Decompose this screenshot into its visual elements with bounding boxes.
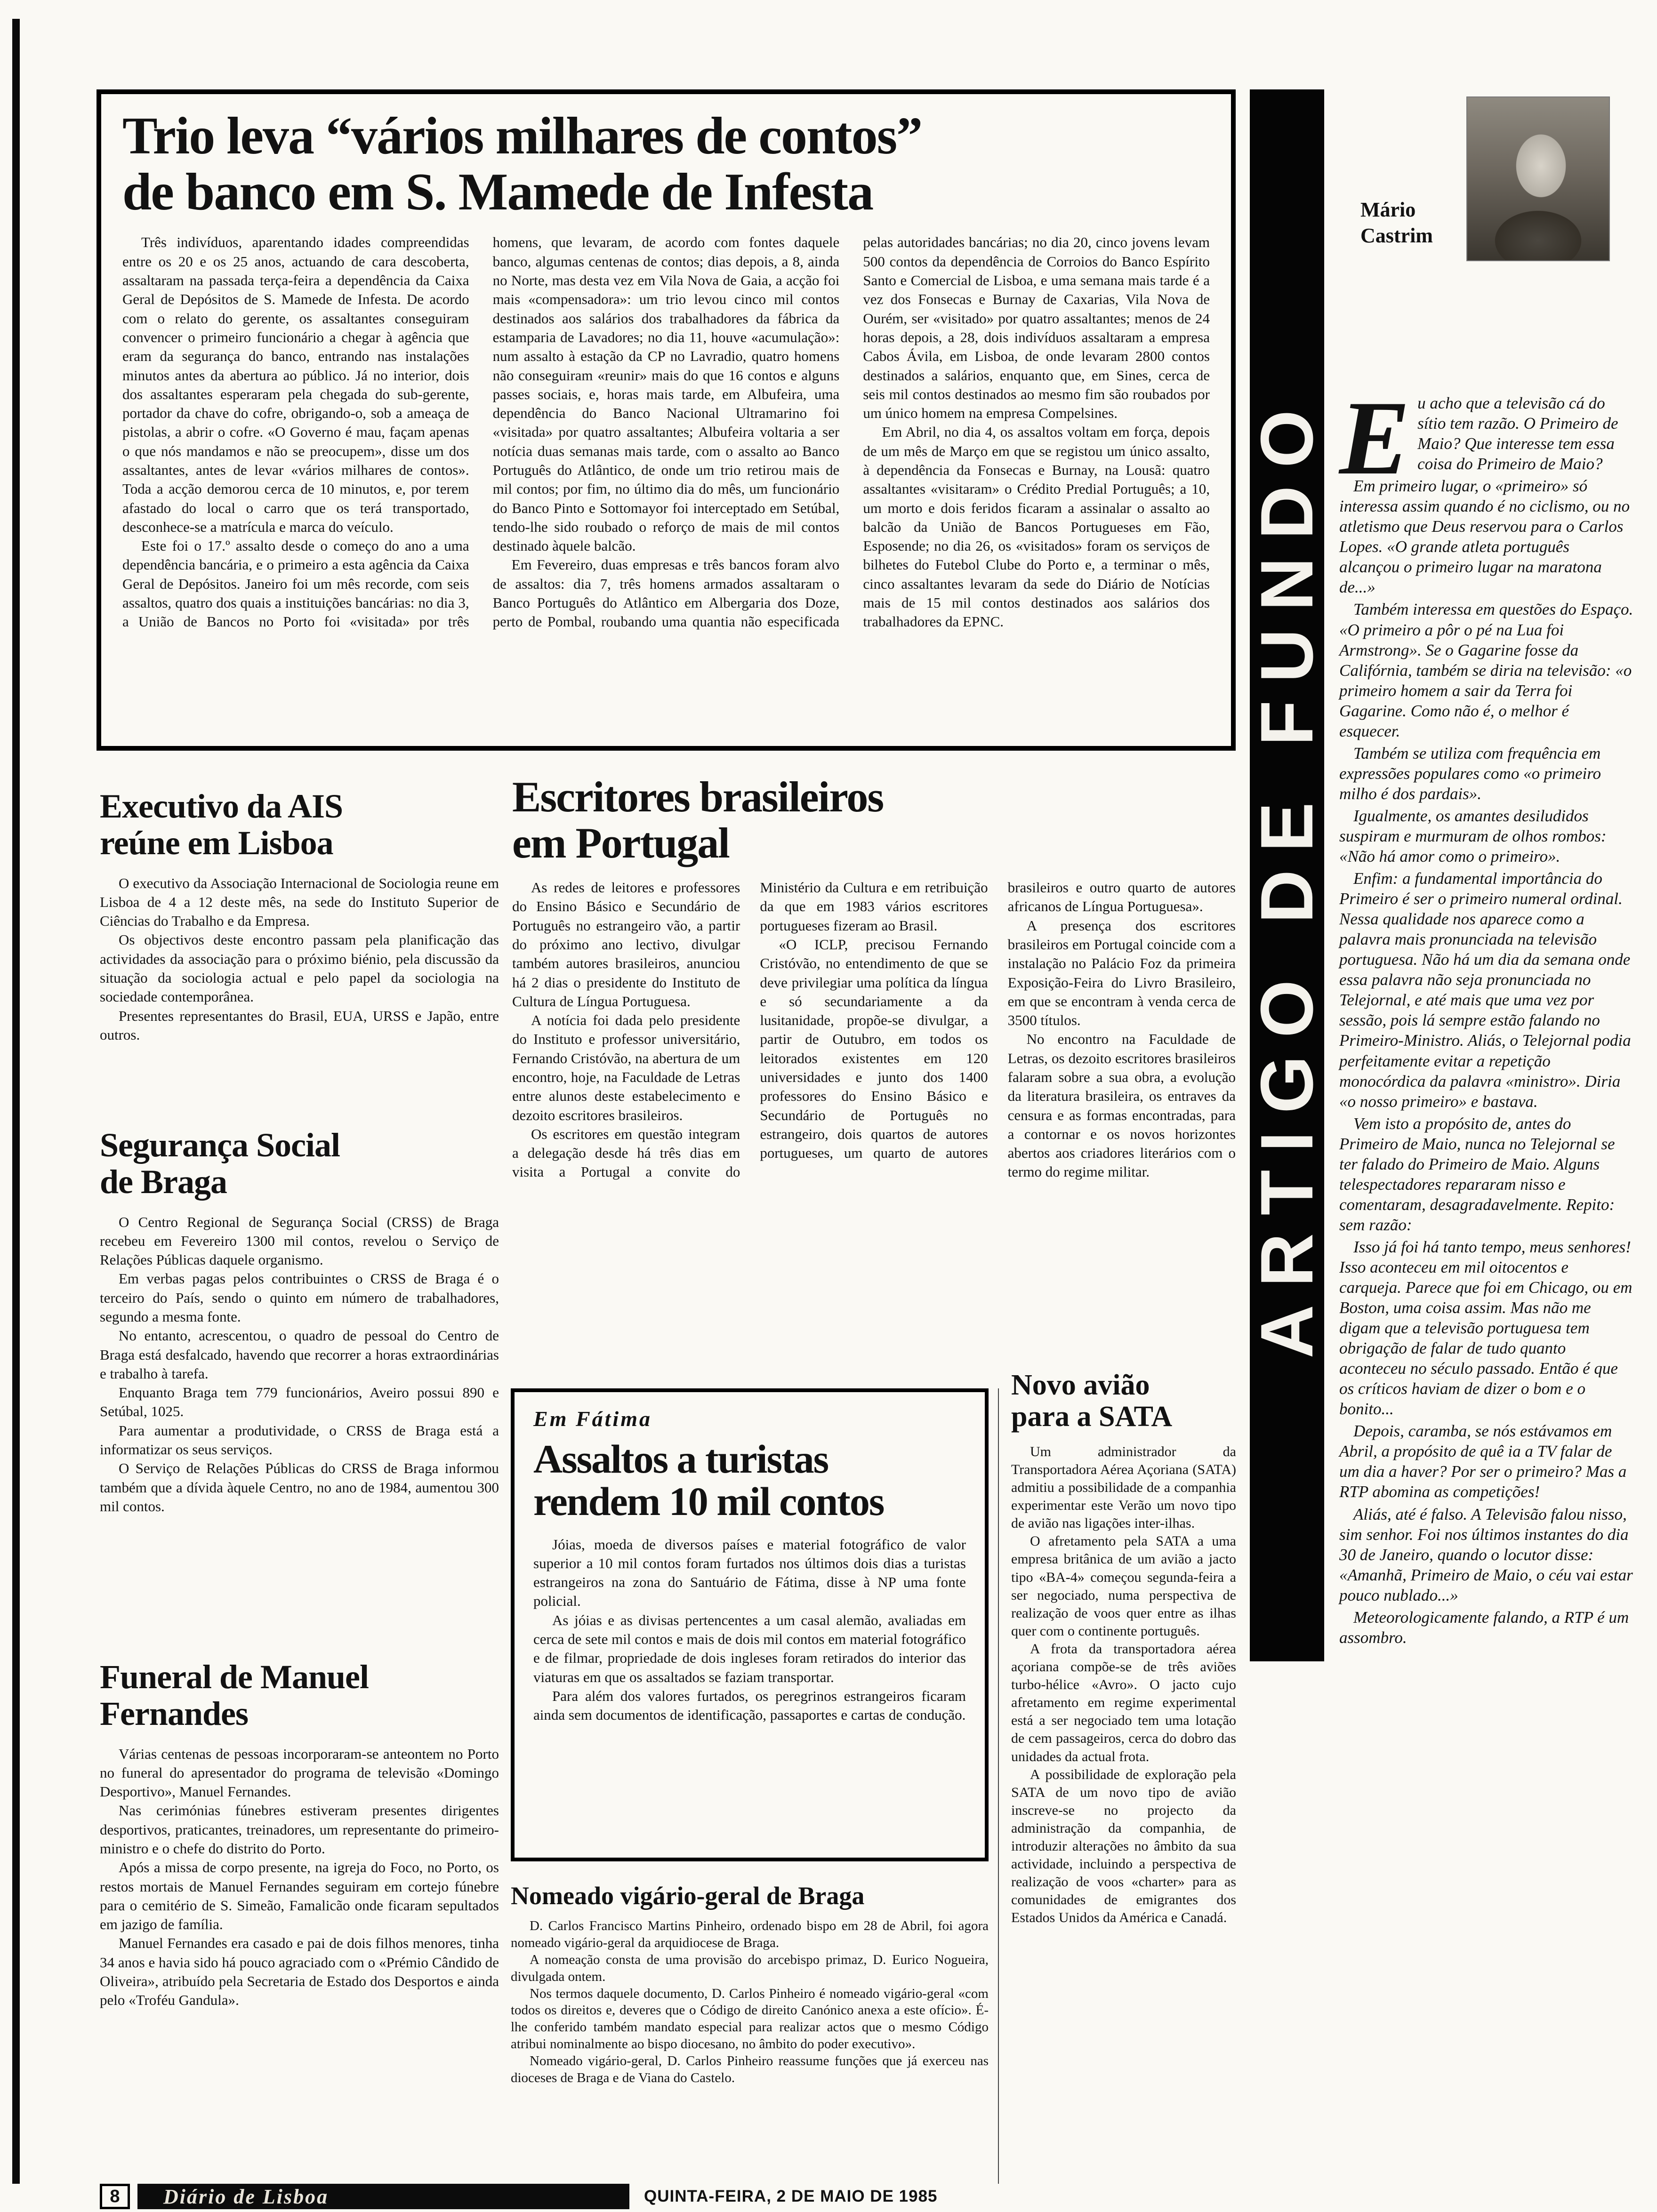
- article-fatima-headline: [533, 1438, 966, 1523]
- left-edge-rule: [12, 19, 20, 2184]
- article-trio-headline: [122, 108, 1210, 220]
- article-vigario-body: D. Carlos Francisco Martins Pinheiro, ordenado bispo em 28 de Abril, foi agora nomeado vigário-geral da arquidiocese de Braga. A nomeação consta de uma provisão do arcebispo primaz, D. Eurico Nogueira, divulgada ontem. Nos termos daquele documento, D. Carlos Pinheiro é nomeado vigário-geral «com todos os direitos e, deveres que o Código de direito Canónico anexa a este ofício». É-lhe conferido também mandato especial para realizar actos que o mesmo Código atribui nominalmente ao bispo diocesano, no âmbito do poder executivo». Nomeado vigário-geral, D. Carlos Pinheiro reassume funções que já exerceu nas dioceses de Braga e de Viana do Castelo.: [511, 1918, 989, 2086]
- article-escritores: [512, 774, 1236, 1182]
- artigo-de-fundo-banner: [1245, 89, 1328, 1661]
- masthead: Diário de Lisboa: [137, 2184, 629, 2209]
- headline-line: para a SATA: [1011, 1400, 1173, 1433]
- headline-line: Executivo da AIS: [100, 787, 343, 825]
- artigo-de-fundo-column: [1339, 379, 1633, 1650]
- headline-line: Escritores brasileiros: [512, 773, 884, 821]
- article-funeral: [100, 1659, 499, 2010]
- article-sata-headline: [1011, 1370, 1236, 1433]
- columnist-last-name: Castrim: [1360, 224, 1433, 247]
- article-sata: [1011, 1370, 1236, 1927]
- headline-line: Assaltos a turistas: [533, 1436, 828, 1482]
- headline-line: Segurança Social: [100, 1126, 340, 1164]
- page-number: 8: [100, 2184, 130, 2209]
- article-seguranca-headline: [100, 1127, 499, 1201]
- article-fatima-kicker: Em Fátima: [533, 1407, 652, 1431]
- article-ais: [100, 788, 499, 1044]
- article-vigario: [511, 1883, 989, 2087]
- article-seguranca-social: [100, 1127, 499, 1516]
- headline-line: Novo avião: [1011, 1369, 1150, 1401]
- article-ais-headline: [100, 788, 499, 862]
- article-ais-body: O executivo da Associação Internacional de Sociologia reune em Lisboa de 4 a 12 deste mês, na sede do Instituto Superior de Ciências do Trabalho e da Empresa. Os objectivos deste encontro passam pela planificação das actividades da associação para o próximo biénio, pela discussão da situação da sociologia actual e pelo papel da sociologia na sociedade contemporânea. Presentes representantes do Brasil, EUA, URSS e Japão, entre outros.: [100, 874, 499, 1043]
- article-trio-body: Três indivíduos, aparentando idades compreendidas entre os 20 e os 25 anos, actuando de cara descoberta, assaltaram na passada terça-feira a dependência da Caixa Geral de Depósitos de S. Mamede de Infesta. De acordo com o relato do gerente, os assaltantes conseguiram convencer o primeiro funcionário a chegar à agência que eram da segurança do banco, entrando nas instalações minutos antes da abertura ao público. Já no interior, dois dos assaltantes esperaram pela chegada do sub-gerente, portador da chave do cofre, obrigando-o, sob a ameaça de pistolas, a abrir o cofre. «O Governo é mau, façam apenas o que nós mandamos e não se preocupem», disse um dos assaltantes, antes de levar «vários milhares de contos». Toda a acção demorou cerca de 10 minutos, e, por terem afastado do local o carro que os terá transportado, desconhece-se a matrícula e marca do veículo. Este foi o 17.º assalto desde o começo do ano a uma dependência bancária, e o primeiro a esta agência da Caixa Geral de Depósitos. Janeiro foi um mês recorde, com seis assaltos, quatro dos quais a instituições bancárias: no dia 3, a União de Bancos no Porto foi «visitada» por três homens, que levaram, de acordo com fontes daquele banco, algumas centenas de contos; dias depois, a 8, ainda no Norte, mas desta vez em Vila Nova de Gaia, a acção foi mais «compensadora»: um trio levou cinco mil contos destinados aos salários dos trabalhadores da fábrica da estamparia de Lavadores; no dia 11, houve «acumulação»: num assalto à estação da CP no Lavradio, quatro homens não conseguiram «reunir» mais do que 16 contos e alguns passes sociais, e, horas mais tarde, em Albufeira, uma dependência do Banco Nacional Ultramarino foi «visitada» por quatro assaltantes; Albufeira voltaria a ser notícia duas semanas mais tarde, com o assalto ao Banco Português do Atlântico, de onde um trio retirou mais de mil contos; por fim, no último dia do mês, um funcionário do Banco Pinto e Sottomayor foi interceptado em Setúbal, tendo-lhe sido roubado o reforço de mais de mil contos destinado àquele balcão. Em Fevereiro, duas empresas e três bancos foram alvo de assaltos: dia 7, três homens armados assaltaram o Banco Português do Atlântico em Albergaria dos Doze, perto de Pombal, roubando uma quantia não especificada pelas autoridades bancárias; no dia 20, cinco jovens levam 500 contos da dependência de Corroios do Banco Espírito Santo e Comercial de Lisboa, e uma semana mais tarde é a vez dos Fonsecas e Burnay de Caxarias, Vila Nova de Ourém, ser «visitado» por quatro assaltantes; menos de 24 horas depois, a 28, dois indivíduos assaltaram a empresa Cabos Ávila, em Lisboa, de onde levaram 2800 contos destinados a salários, enquanto que, em Sines, cerca de seis mil contos destinados ao mesmo fim são roubados por um único homem na empresa Compelsines. Em Abril, no dia 4, os assaltos voltam em força, depois de um mês de Março em que se registou um único assalto, à dependência da Fonsecas e Burnay, na Lousã: quatro assaltantes «visitaram» o Crédito Predial Português; a 10, um morto e dois feridos ficaram a assinalar o assalto ao balcão da União de Bancos Portugueses em Fão, Esposende; no dia 26, os «visitados» foram os serviços de bilhetes do Futebol Clube do Porto e, a terminar o mês, cinco assaltantes levaram da sede do Diário de Notícias mais de 15 mil contos destinados aos salários dos trabalhadores da EPNC.: [122, 234, 1210, 630]
- footer-date: QUINTA-FEIRA, 2 DE MAIO DE 1985: [644, 2187, 938, 2205]
- article-funeral-headline: [100, 1659, 499, 1732]
- article-escritores-headline: [512, 774, 1236, 866]
- article-trio-box: [97, 89, 1236, 751]
- columnist-name: [1360, 197, 1459, 248]
- headline-line: rendem 10 mil contos: [533, 1479, 884, 1524]
- headline-line: em Portugal: [512, 818, 729, 867]
- headline-line: de Braga: [100, 1162, 227, 1201]
- artigo-de-fundo-banner-text: ARTIGO DE FUNDO: [1245, 392, 1328, 1359]
- article-escritores-body: As redes de leitores e professores do Ensino Básico e Secundário de Português no estrangeiro vão, a partir do próximo ano lectivo, divulgar também autores brasileiros, anunciou há 2 dias o presidente do Instituto de Cultura de Língua Portuguesa. A notícia foi dada pelo presidente do Instituto e professor universitário, Fernando Cristóvão, na abertura de um encontro, hoje, na Faculdade de Letras entre alunos deste estabelecimento e dezoito escritores brasileiros. Os escritores em questão integram a delegação desde há três dias em visita a Portugal a convite do Ministério da Cultura e em retribuição da que em 1983 vários escritores portugueses fizeram ao Brasil. «O ICLP, precisou Fernando Cristóvão, no entendimento de que se deve privilegiar uma política da língua e só secundariamente a da lusitanidade, propõe-se divulgar, a partir de Outubro, em todos os leitorados existentes em 120 universidades e junto dos 1400 professores do Ensino Básico e Secundário de Português no estrangeiro, dois quartos de autores portugueses, um quarto de autores brasileiros e outro quarto de autores africanos de Língua Portuguesa». A presença dos escritores brasileiros em Portugal coincide com a instalação no Palácio Foz da primeira Exposição-Feira do Livro Brasileiro, em que se encontram à venda cerca de 3500 títulos. No encontro na Faculdade de Letras, os dezoito escritores brasileiros falaram sobre a sua obra, a evolução da literatura brasileira, os entraves da censura e as formas encontradas, para a contornar e os novos horizontes abertos aos criadores literários com o termo do regime militar.: [512, 879, 1236, 1180]
- headline-line: de banco em S. Mamede de Infesta: [122, 162, 873, 221]
- article-funeral-body: Várias centenas de pessoas incorporaram-se anteontem no Porto no funeral do apresentador do programa de televisão «Domingo Desportivo», Manuel Fernandes. Nas cerimónias fúnebres estiveram presentes dirigentes desportivos, praticantes, treinadores, um representante do primeiro-ministro e o chefe do distrito do Porto. Após a missa de corpo presente, na igreja do Foco, no Porto, os restos mortais de Manuel Fernandes seguiram em cortejo fúnebre para o cemitério de S. Simeão, Famalicão onde ficaram sepultados em jazigo de família. Manuel Fernandes era casado e pai de dois filhos menores, tinha 34 anos e havia sido há pouco agraciado com o «Prémio Cândido de Oliveira», atribuído pela Secretaria de Estado dos Desportos e ainda pelo «Troféu Gandula».: [100, 1745, 499, 2009]
- castrim-lead-text: u acho que a televisão cá do sítio tem razão. O Primeiro de Maio? Que interesse tem essa coisa do Primeiro de Maio?: [1417, 394, 1618, 473]
- article-sata-body: Um administrador da Transportadora Aérea Açoriana (SATA) admitiu a possibilidade de a companhia experimentar este Verão um novo tipo de avião nas ligações inter-ilhas. O afretamento pela SATA a uma empresa britânica de um avião a jacto tipo «BA-4» começou segunda-feira a ser negociado, numa perspectiva de realização de voos quer entre as ilhas quer com o continente português. A frota da transportadora aérea açoriana compõe-se de três aviões turbo-hélice «Avro». O jacto cujo afretamento em regime experimental está a ser negociado tem uma lotação de cem passageiros, cerca do dobro das unidades da actual frota. A possibilidade de exploração pela SATA de um novo tipo de avião inscreve-se no projecto da administração da companhia, de introduzir alterações no âmbito da sua actividade, incluindo a perspectiva de realização de voos «charter» para as comunidades de emigrantes dos Estados Unidos da América e Canadá.: [1011, 1443, 1236, 1926]
- castrim-lead-paragraph: [1339, 379, 1633, 497]
- headline-line: reúne em Lisboa: [100, 824, 333, 862]
- article-fatima-body: Jóias, moeda de diversos países e material fotográfico de valor superior a 10 mil contos foram furtados nos últimos dois dias a turistas estrangeiros na zona do Santuário de Fátima, disse à NP uma fonte policial. As jóias e as divisas pertencentes a um casal alemão, avaliadas em cerca de sete mil contos e mais de dois mil contos em material fotográfico e de filmar, propriedade de dois ingleses foram retirados do interior das viaturas em que os assaltados se faziam transportar. Para além dos valores furtados, os peregrinos estrangeiros ficaram ainda sem documentos de identificação, passaportes e cartas de condução.: [533, 1536, 966, 1723]
- castrim-body: Em primeiro lugar, o «primeiro» só interessa assim quando é no ciclismo, ou no atletismo que Deus reservou para o Carlos Lopes. «O grande atleta português alcançou o primeiro lugar na maratona de...» Também interessa em questões do Espaço. «O primeiro a pôr o pé na Lua foi Armstrong». Se o Gagarine fosse da Califórnia, também se diria na televisão: «o primeiro homem a sair da Terra foi Gagarine. Como não é, o melhor é esquecer. Também se utiliza com frequência em expressões populares como «o primeiro milho é dos pardais». Igualmente, os amantes desiludidos suspiram e murmuram de olhos rombos: «Não há amor como o primeiro». Enfim: a fundamental importância do Primeiro é ser o primeiro numeral ordinal. Nessa qualidade nos aparece como a palavra mais pronunciada na televisão portuguesa. Não há um dia da semana onde essa palavra não seja pronunciada no Telejornal, e até mais que uma vez por sessão, pois lá sempre estão falando no Primeiro-Ministro. Aliás, o Telejornal podia perfeitamente evitar a repetição monocórdica da palavra «ministro». Diria «o nosso primeiro» e bastava. Vem isto a propósito de, antes do Primeiro de Maio, nunca no Telejornal se ter falado do Primeiro de Maio. Alguns telespectadores repararam nisso e comentaram, desagradavelmente. Repito: sem razão: Isso já foi há tanto tempo, meus senhores! Isso aconteceu em mil oitocentos e carqueja. Parece que foi em Chicago, ou em Boston, uma coisa assim. Mas não me digam que a televisão portuguesa tem obrigação de falar de tudo quanto aconteceu no século passado. Então é que os críticos haviam de dizer o bom e o bonito... Depois, caramba, se nós estávamos em Abril, a propósito de quê ia a TV falar de um dia a haver? Por ser o primeiro? Mas a RTP abomina as competições! Aliás, até é falso. A Televisão falou nisso, sim senhor. Foi nos últimos instantes do dia 30 de Janeiro, quando o locutor disse: «Amanhã, Primeiro de Maio, o céu vai estar pouco nublado...» Meteorologicamente falando, a RTP é um assombro.: [1339, 477, 1633, 1647]
- headline-line: Fernandes: [100, 1694, 248, 1732]
- article-vigario-headline: Nomeado vigário-geral de Braga: [511, 1882, 865, 1910]
- columnist-photo: [1466, 96, 1610, 261]
- headline-line: Trio leva “vários milhares de contos”: [122, 107, 922, 165]
- article-fatima-box: [511, 1388, 989, 1861]
- columnist-first-name: Mário: [1360, 198, 1416, 221]
- headline-line: Funeral de Manuel: [100, 1658, 369, 1696]
- article-seguranca-body: O Centro Regional de Segurança Social (CRSS) de Braga recebeu em Fevereiro 1300 mil contos, revelou o Serviço de Relações Públicas daquele organismo. Em verbas pagas pelos contribuintes o CRSS de Braga é o terceiro do País, sendo o quinto em número de trabalhadores, segundo a mesma fonte. No entanto, acrescentou, o quadro de pessoal do Centro de Braga está desfalcado, havendo que recorrer a horas extraordinárias e trabalho à tarefa. Enquanto Braga tem 779 funcionários, Aveiro possui 890 e Setúbal, 1025. Para aumentar a produtividade, o CRSS de Braga está a informatizar os seus serviços. O Serviço de Relações Públicas do CRSS de Braga informou também que a dívida àquele Centro, no ano de 1984, aumentou 300 mil contos.: [100, 1213, 499, 1515]
- column-rule: [998, 1388, 999, 2184]
- dropcap-letter: E: [1339, 379, 1410, 497]
